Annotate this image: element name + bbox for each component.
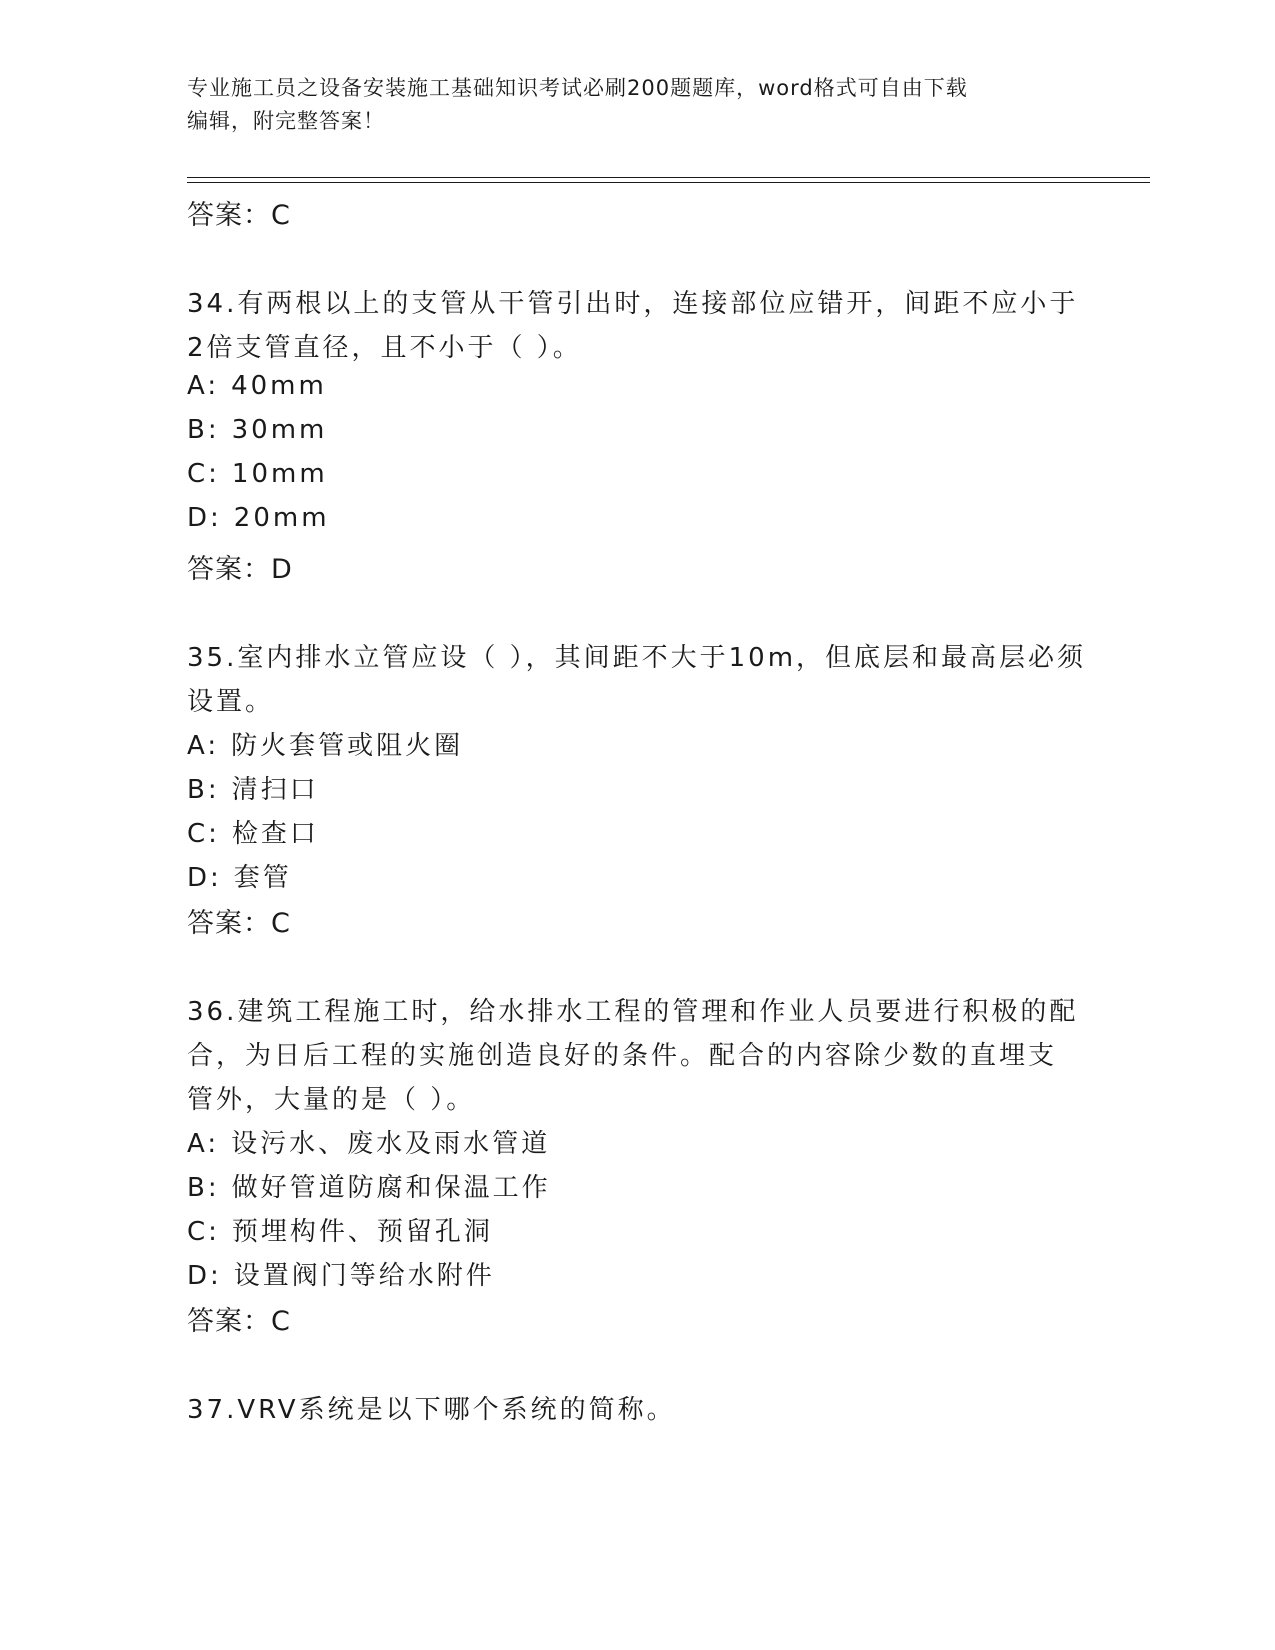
question-stem-line: 设置。 — [187, 687, 275, 717]
answer-line: 答案：C — [187, 908, 291, 939]
option-label: A: — [187, 371, 220, 401]
option-label: C: — [187, 1217, 220, 1247]
option-text: 套管 — [233, 863, 292, 893]
question-stem-line: 管外，大量的是（ ）。 — [187, 1085, 476, 1115]
option-text: 做好管道防腐和保温工作 — [231, 1173, 551, 1203]
option-label: B: — [187, 1173, 220, 1203]
question-stem-line: 2倍支管直径，且不小于（ ）。 — [187, 333, 582, 363]
option-b — [187, 1167, 551, 1204]
option-c — [187, 813, 319, 850]
option-c — [187, 1211, 493, 1248]
option-b — [187, 769, 319, 806]
option-label: A: — [187, 1129, 220, 1159]
option-text: 10mm — [231, 459, 328, 489]
option-d — [187, 1255, 495, 1292]
option-text: 检查口 — [231, 819, 319, 849]
option-text: 40mm — [231, 371, 327, 401]
option-c — [187, 459, 328, 489]
question-stem-line: 合，为日后工程的实施创造良好的条件。配合的内容除少数的直埋支 — [187, 1041, 1058, 1071]
option-d — [187, 857, 292, 894]
question-stem-line: 37.VRV系统是以下哪个系统的简称。 — [187, 1395, 676, 1425]
option-label: B: — [187, 775, 220, 805]
option-label: C: — [187, 459, 220, 489]
option-text: 清扫口 — [231, 775, 319, 805]
question-stem-line: 35.室内排水立管应设（ ），其间距不大于10m，但底层和最高层必须 — [187, 643, 1087, 673]
option-text: 设污水、废水及雨水管道 — [231, 1129, 551, 1159]
header-line-1: 专业施工员之设备安装施工基础知识考试必刷200题题库，word格式可自由下载 — [187, 76, 968, 100]
option-label: C: — [187, 819, 220, 849]
option-text: 20mm — [233, 503, 330, 533]
option-a — [187, 371, 327, 401]
option-label: D: — [187, 1261, 222, 1291]
option-text: 防火套管或阻火圈 — [231, 731, 464, 761]
option-b — [187, 415, 327, 445]
option-label: D: — [187, 503, 222, 533]
option-label: B: — [187, 415, 220, 445]
option-a — [187, 1123, 550, 1160]
header-divider-bottom — [187, 182, 1150, 183]
header-divider-top — [187, 177, 1150, 178]
answer-line: 答案：C — [187, 1306, 291, 1337]
option-text: 设置阀门等给水附件 — [233, 1261, 495, 1291]
document-header — [187, 72, 1087, 138]
question-stem-line: 36.建筑工程施工时，给水排水工程的管理和作业人员要进行积极的配 — [187, 997, 1079, 1027]
option-text: 预埋构件、预留孔洞 — [231, 1217, 493, 1247]
answer-line: 答案：C — [187, 200, 291, 231]
question-stem-line: 34.有两根以上的支管从干管引出时，连接部位应错开，间距不应小于 — [187, 289, 1079, 319]
option-label: D: — [187, 863, 222, 893]
option-text: 30mm — [231, 415, 328, 445]
option-label: A: — [187, 731, 220, 761]
header-line-2: 编辑，附完整答案！ — [187, 109, 385, 133]
answer-line: 答案：D — [187, 554, 293, 585]
option-d — [187, 503, 330, 533]
option-a — [187, 725, 463, 762]
